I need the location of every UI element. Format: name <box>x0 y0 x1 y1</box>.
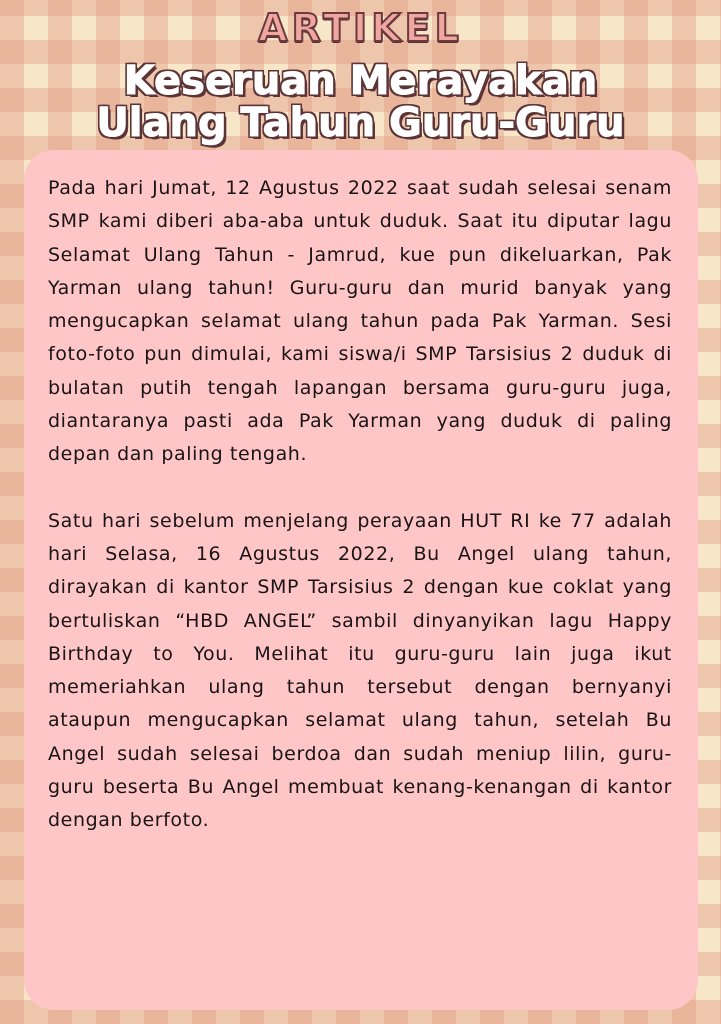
article-tag: ARTIKEL <box>258 6 463 50</box>
article-header <box>0 0 721 150</box>
article-title-line-2: Ulang Tahun Guru-Guru <box>96 100 625 146</box>
article-paragraph-1: Pada hari Jumat, 12 Agustus 2022 saat sudah selesai senam SMP kami diberi aba-aba untuk duduk. Saat itu diputar lagu Selamat Ulang Tahun - Jamrud, kue pun dikeluarkan, Pak Yarman ulang tahun! Guru-guru dan murid banyak yang mengucapkan selamat ulang tahun pada Pak Yarman. Sesi foto-foto pun dimulai, kami siswa/i SMP Tarsisius 2 duduk di bulatan putih tengah lapangan bersama guru-guru juga, diantaranya pasti ada Pak Yarman yang duduk di paling depan dan paling tengah. <box>48 177 672 466</box>
article-paragraph-2: Satu hari sebelum menjelang perayaan HUT RI ke 77 adalah hari Selasa, 16 Agustus 2022, Bu Angel ulang tahun, dirayakan di kantor SMP Tarsisius 2 dengan kue coklat yang bertuliskan “HBD ANGEL” sambil dinyanyikan lagu Happy Birthday to You. Melihat itu guru-guru lain juga ikut memeriahkan ulang tahun tersebut dengan bernyanyi ataupun mengucapkan selamat ulang tahun, setelah Bu Angel sudah selesai berdoa dan sudah meniup lilin, guru-guru beserta Bu Angel membuat kenang-kenangan di kantor dengan berfoto. <box>48 509 672 832</box>
article-body-card <box>24 150 698 1010</box>
article-title-line-1: Keseruan Merayakan <box>123 58 598 104</box>
